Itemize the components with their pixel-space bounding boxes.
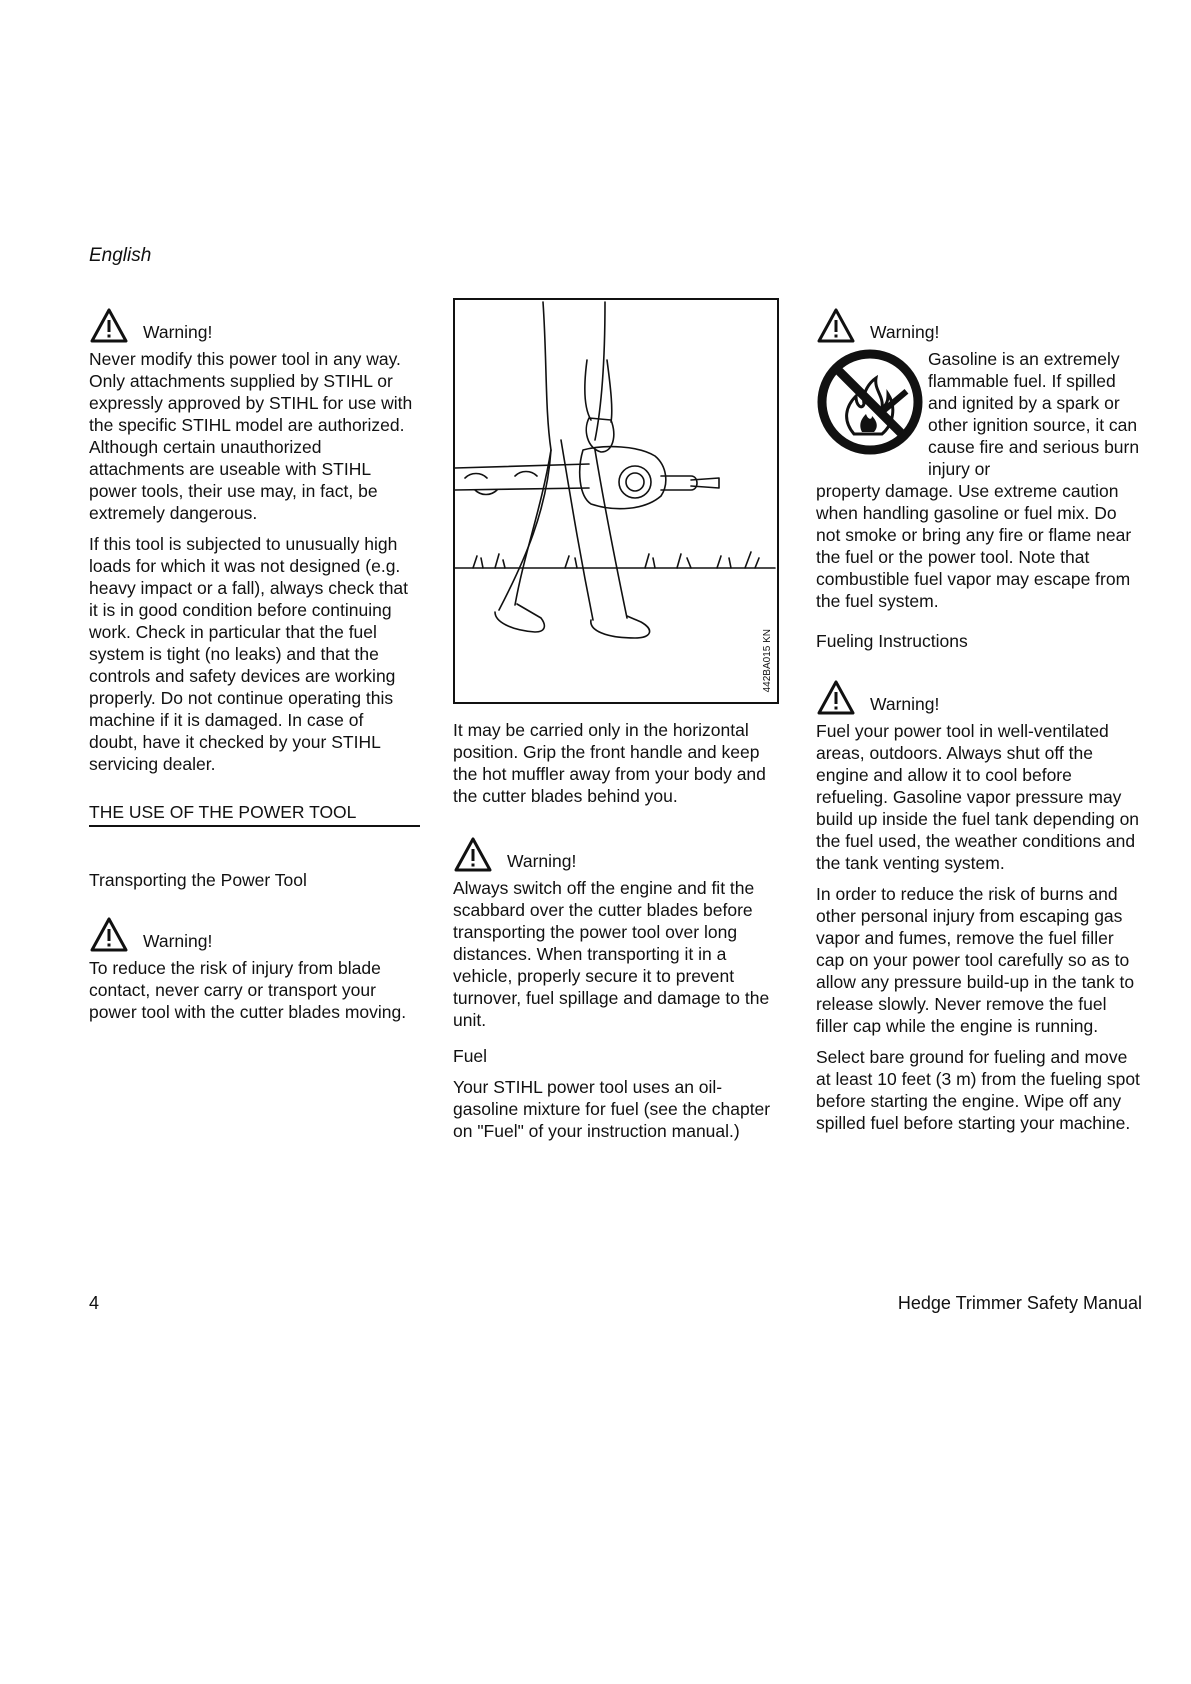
figure-code: 442BA015 KN (762, 628, 773, 692)
warning-label: Warning! (143, 322, 213, 342)
paragraph: It may be carried only in the horizontal position. Grip the front handle and keep the hot muffler away from your body and the cutter blades behind you. (453, 720, 766, 806)
warning-label: Warning! (143, 931, 213, 951)
subheading: Fueling Instructions (816, 631, 968, 651)
column-1 (89, 300, 414, 1032)
warning-heading (89, 909, 414, 953)
warning-triangle-icon (89, 916, 129, 953)
warning-heading (89, 300, 414, 344)
manual-title: Hedge Trimmer Safety Manual (897, 1293, 1142, 1313)
paragraph: Select bare ground for fueling and move at least 10 feet (3 m) from the fueling spot before starting the engine. Wipe off any spilled fuel before starting your machine. (816, 1047, 1140, 1133)
language-label: English (89, 245, 152, 266)
paragraph: To reduce the risk of injury from blade contact, never carry or transport your power tool with the cutter blades moving. (89, 958, 407, 1022)
warning-triangle-icon (453, 836, 493, 873)
page-number: 4 (89, 1293, 100, 1313)
warning-label: Warning! (870, 694, 940, 714)
paragraph: If this tool is subjected to unusually high loads for which it was not designed (e.g. heavy impact or a fall), always check that it is in good condition before continuing work. Check in particular that the fuel system is tight (no leaks) and that the controls and safety devices are working properly. Do not continue operating this machine if it is damaged. In case of doubt, have it checked by your STIHL servicing dealer. (89, 534, 409, 774)
warning-triangle-icon (816, 307, 856, 344)
column-2 (453, 719, 778, 1151)
no-open-flame-icon (816, 348, 924, 456)
paragraph: Gasoline is an extremely flammable fuel. If spilled and ignited by a spark or other ignition source, it can cause fire and serious burn injury or (928, 349, 1140, 479)
section-heading: THE USE OF THE POWER TOOL (89, 801, 420, 827)
warning-heading (816, 300, 1141, 344)
warning-heading (816, 672, 1141, 716)
warning-label: Warning! (507, 851, 577, 871)
warning-triangle-icon (89, 307, 129, 344)
warning-triangle-icon (816, 679, 856, 716)
column-3 (816, 300, 1141, 1143)
paragraph: Always switch off the engine and fit the scabbard over the cutter blades before transporting the power tool over long distances. When transporting it in a vehicle, properly secure it to prevent turnover, fuel spillage and damage to the unit. (453, 878, 770, 1030)
fire-warning-block (816, 348, 1141, 480)
warning-heading (453, 829, 778, 873)
paragraph: In order to reduce the risk of burns and other personal injury from escaping gas vapor and fumes, remove the fuel filler cap on your power tool carefully so as to allow any pressure build-up in the tank to release slowly. Never remove the fuel filler cap while the engine is running. (816, 884, 1135, 1036)
paragraph: Your STIHL power tool uses an oil-gasoline mixture for fuel (see the chapter on "Fuel" of your instruction manual.) (453, 1077, 771, 1141)
paragraph: Never modify this power tool in any way. Only attachments supplied by STIHL or expressly approved by STIHL for use with the specific STIHL model are authorized. Although certain unauthorized attachments are useable with STIHL power tools, their use may, in fact, be extremely dangerous. (89, 349, 413, 523)
subheading: Transporting the Power Tool (89, 870, 307, 890)
warning-label: Warning! (870, 322, 940, 342)
paragraph: property damage. Use extreme caution when handling gasoline or fuel mix. Do not smoke or bring any fire or flame near the fuel or the power tool. Note that combustible fuel vapor may escape from the fuel system. (816, 481, 1132, 611)
paragraph: Fuel your power tool in well-ventilated areas, outdoors. Always shut off the engine and allow it to cool before refueling. Gasoline vapor pressure may build up inside the fuel tank depending on the fuel used, the weather conditions and the tank venting system. (816, 721, 1140, 873)
hedge-trimmer-carrying-illustration (453, 298, 779, 704)
subheading: Fuel (453, 1046, 488, 1066)
person-carrying-trimmer-drawing (455, 300, 777, 702)
